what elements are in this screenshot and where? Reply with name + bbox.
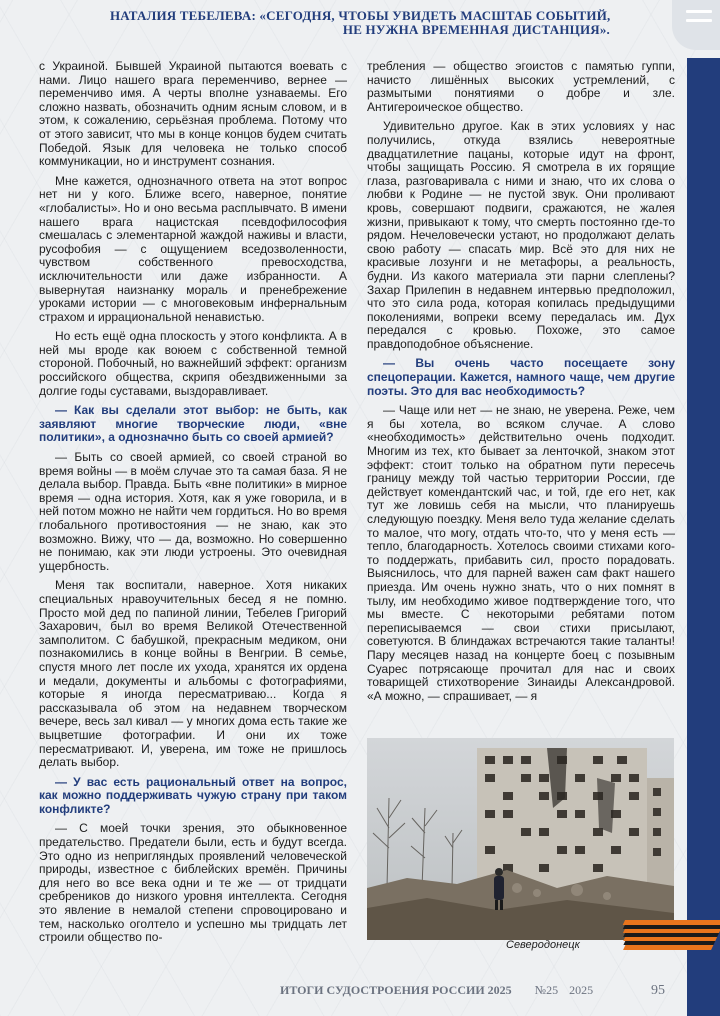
footer-publication: ИТОГИ СУДОСТРОЕНИЯ РОССИИ 2025 [280, 983, 512, 997]
paragraph: — Чаще или нет — не знаю, не уверена. Реже, чем я бы хотела, во всяком случае. А слово «необходимость» действительно очень подходит. Многим из тех, кто бывает за ленточкой, знаком этот эффект: стоит только на обратном пути пересечь границу между той частью территории России, где действует комендантский час, и той, где его нет, как тут же ловишь себя на мысли, что планируешь следующую поездку. Меня вело туда желание сделать то малое, что могу, отдать что-то, что у меня есть — тепло, благодарность. Хотелось своими стихами кого-то поддержать, прибавить сил, просто порадовать. Выяснилось, что для парней важен сам факт нашего приезда. Им очень нужно знать, что о них помнят в тылу, им необходимо живое подтверждение того, что мы вместе. С некоторыми ребятами потом переписываемся — свои стихи присылают, советуются. В блиндажах встречаются такие таланты! Пару месяцев назад на концерте боец с позывным Суарес потрясающе прочитал для нас и своих товарищей стихотворение Зинаиды Александровой. «А можно, — спрашивает, — я [367, 403, 675, 703]
running-header [110, 9, 610, 37]
paragraph: — Быть со своей армией, со своей страной во время войны — в моём случае это та самая база. Я не делала выбор. Правда. Быть «вне политики» в мирное время — одна история. Хотя, как я уже говорила, и в ней потом можно не найти чем гордиться. Но во время глобального противостояния — не знаю, как это возможно. Вижу, что — да, возможно. Но совершенно не понимаю, как эти люди устроены. Это очевидная ущербность. [39, 450, 347, 573]
footer-year: 2025 [569, 983, 594, 997]
page-footer [280, 983, 665, 998]
right-text-column [367, 60, 675, 709]
page-number: 95 [651, 983, 665, 998]
interview-question: — У вас есть рациональный ответ на вопрос, как можно поддерживать чужую страну при таком конфликте? [39, 774, 347, 816]
paragraph: Но есть ещё одна плоскость у этого конфликта. А в ней мы вроде как воюем с собственной темной стороной. Побочный, но важнейший эффект: организм российского общества, скрипя обездвиженными за долгие годы суставами, выздоравливает. [39, 329, 347, 398]
paragraph: Меня так воспитали, наверное. Хотя никаких специальных нравоучительных бесед я не помню. Просто мой дед по папиной линии, Тебелев Григорий Захарович, был во время Великой Отечественной замполитом. С бабушкой, прекрасным медиком, они познакомились в конце войны в Венгрии. В семье, спустя много лет после их ухода, хранятся их ордена и медали, документы и альбомы с фотографиями, которые я иногда пересматриваю... Когда я рассказывала об этом на недавнем творческом вечере, весь зал кивал — у многих дома есть такие же выцветшие фотографии. И они их тоже пересматривают. И, уверена, им тоже не пришлось делать выбор. [39, 578, 347, 770]
paragraph: Удивительно другое. Как в этих условиях у нас получились, откуда взялись невероятные двадцатилетние пацаны, которые идут на фронт, чтобы защищать Россию. Я смотрела в их горящие глаза, разговаривала с ними и знаю, что их слова о любви к Родине — не пустой звук. Они проливают кровь, совершают подвиги, сражаются, не жалея жизни, привыкают к тому, что смерть постоянно где-то рядом. Нечеловечески устают, но продолжают делать свою работу — спасать мир. Всё это для них не красивые лозунги и не метафоры, а реальность, будни. Из какого материала эти парни слеплены? Захар Прилепин в недавнем интервью предположил, что это сила рода, которая копилась предыдущими поколениями, вопреки всему передалась им. Дух передался с кровью. Похоже, это самое правдоподобное объяснение. [367, 119, 675, 351]
running-header-line1: НАТАЛИЯ ТЕБЕЛЕВА: «СЕГОДНЯ, ЧТОБЫ УВИДЕТЬ МАСШТАБ СОБЫТИЙ, [110, 8, 611, 23]
paragraph: — С моей точки зрения, это обыкновенное предательство. Предатели были, есть и будут всегда. Это одно из непригляндых проявлений человеческой природы, известное с библейских времён. Причины для него во все века одни и те же — от тридцати сребреников до низкого уровня интеллекта. Сегодня это явление в немалой степени спровоцировано и тем, насколько оголтело и успешно мы тридцать лет строили общество по- [39, 821, 347, 945]
hamburger-menu-icon[interactable] [686, 10, 712, 28]
interview-question: — Вы очень часто посещаете зону спецоперации. Кажется, намного чаще, чем другие поэты. Это для вас необходимость? [367, 356, 675, 398]
photo-caption: Северодонецк [506, 939, 580, 951]
paragraph-continued: с Украиной. Бывшей Украиной пытаются воевать с нами. Лицо нашего врага переменчиво, вернее — переменчиво имя. А черты вполне узнаваемы. Его сложно назвать, обозначить одним ясным словом, и в этом, к сожалению, серьёзная проблема. Потому что от этого зависит, что мы в конце концов будем считать Победой. Язык для человека не только способ коммуникации, но и инструмент сознания. [39, 59, 347, 169]
paragraph: Мне кажется, однозначного ответа на этот вопрос нет ни у кого. Ближе всего, наверное, понятие «глобалисты». Но и оно весьма расплывчато. В имени нашего врага нацистская псевдофилософия смешалась с элементарной жаждой наживы и власти, русофобия — с ощущением вседозволенности, чувством собственного превосходства, исключительности или даже избранности. А вывернутая наизнанку мораль и пренебрежение уроками истории — с многовековым инфернальным страхом и иррациональной ненавистью. [39, 173, 347, 324]
left-text-column [39, 60, 347, 951]
interview-question: — Как вы сделали этот выбор: не быть, как заявляют многие творческие люди, «вне политики», а однозначно быть со своей армией? [39, 403, 347, 445]
paragraph-continued: требления — общество эгоистов с памятью гуппи, начисто лишённых высоких устремлений, с размытыми понятиями о добре и зле. Антигероическое общество. [367, 59, 675, 114]
menu-tab[interactable] [672, 0, 720, 50]
footer-issue: №25 [534, 983, 559, 997]
photo-illustration [367, 738, 674, 940]
st-george-ribbon [614, 918, 720, 954]
right-edge-bar [687, 58, 720, 1016]
running-header-line2: НЕ НУЖНА ВРЕМЕННАЯ ДИСТАНЦИЯ». [342, 22, 610, 37]
photo-severodonetsk [367, 738, 674, 940]
